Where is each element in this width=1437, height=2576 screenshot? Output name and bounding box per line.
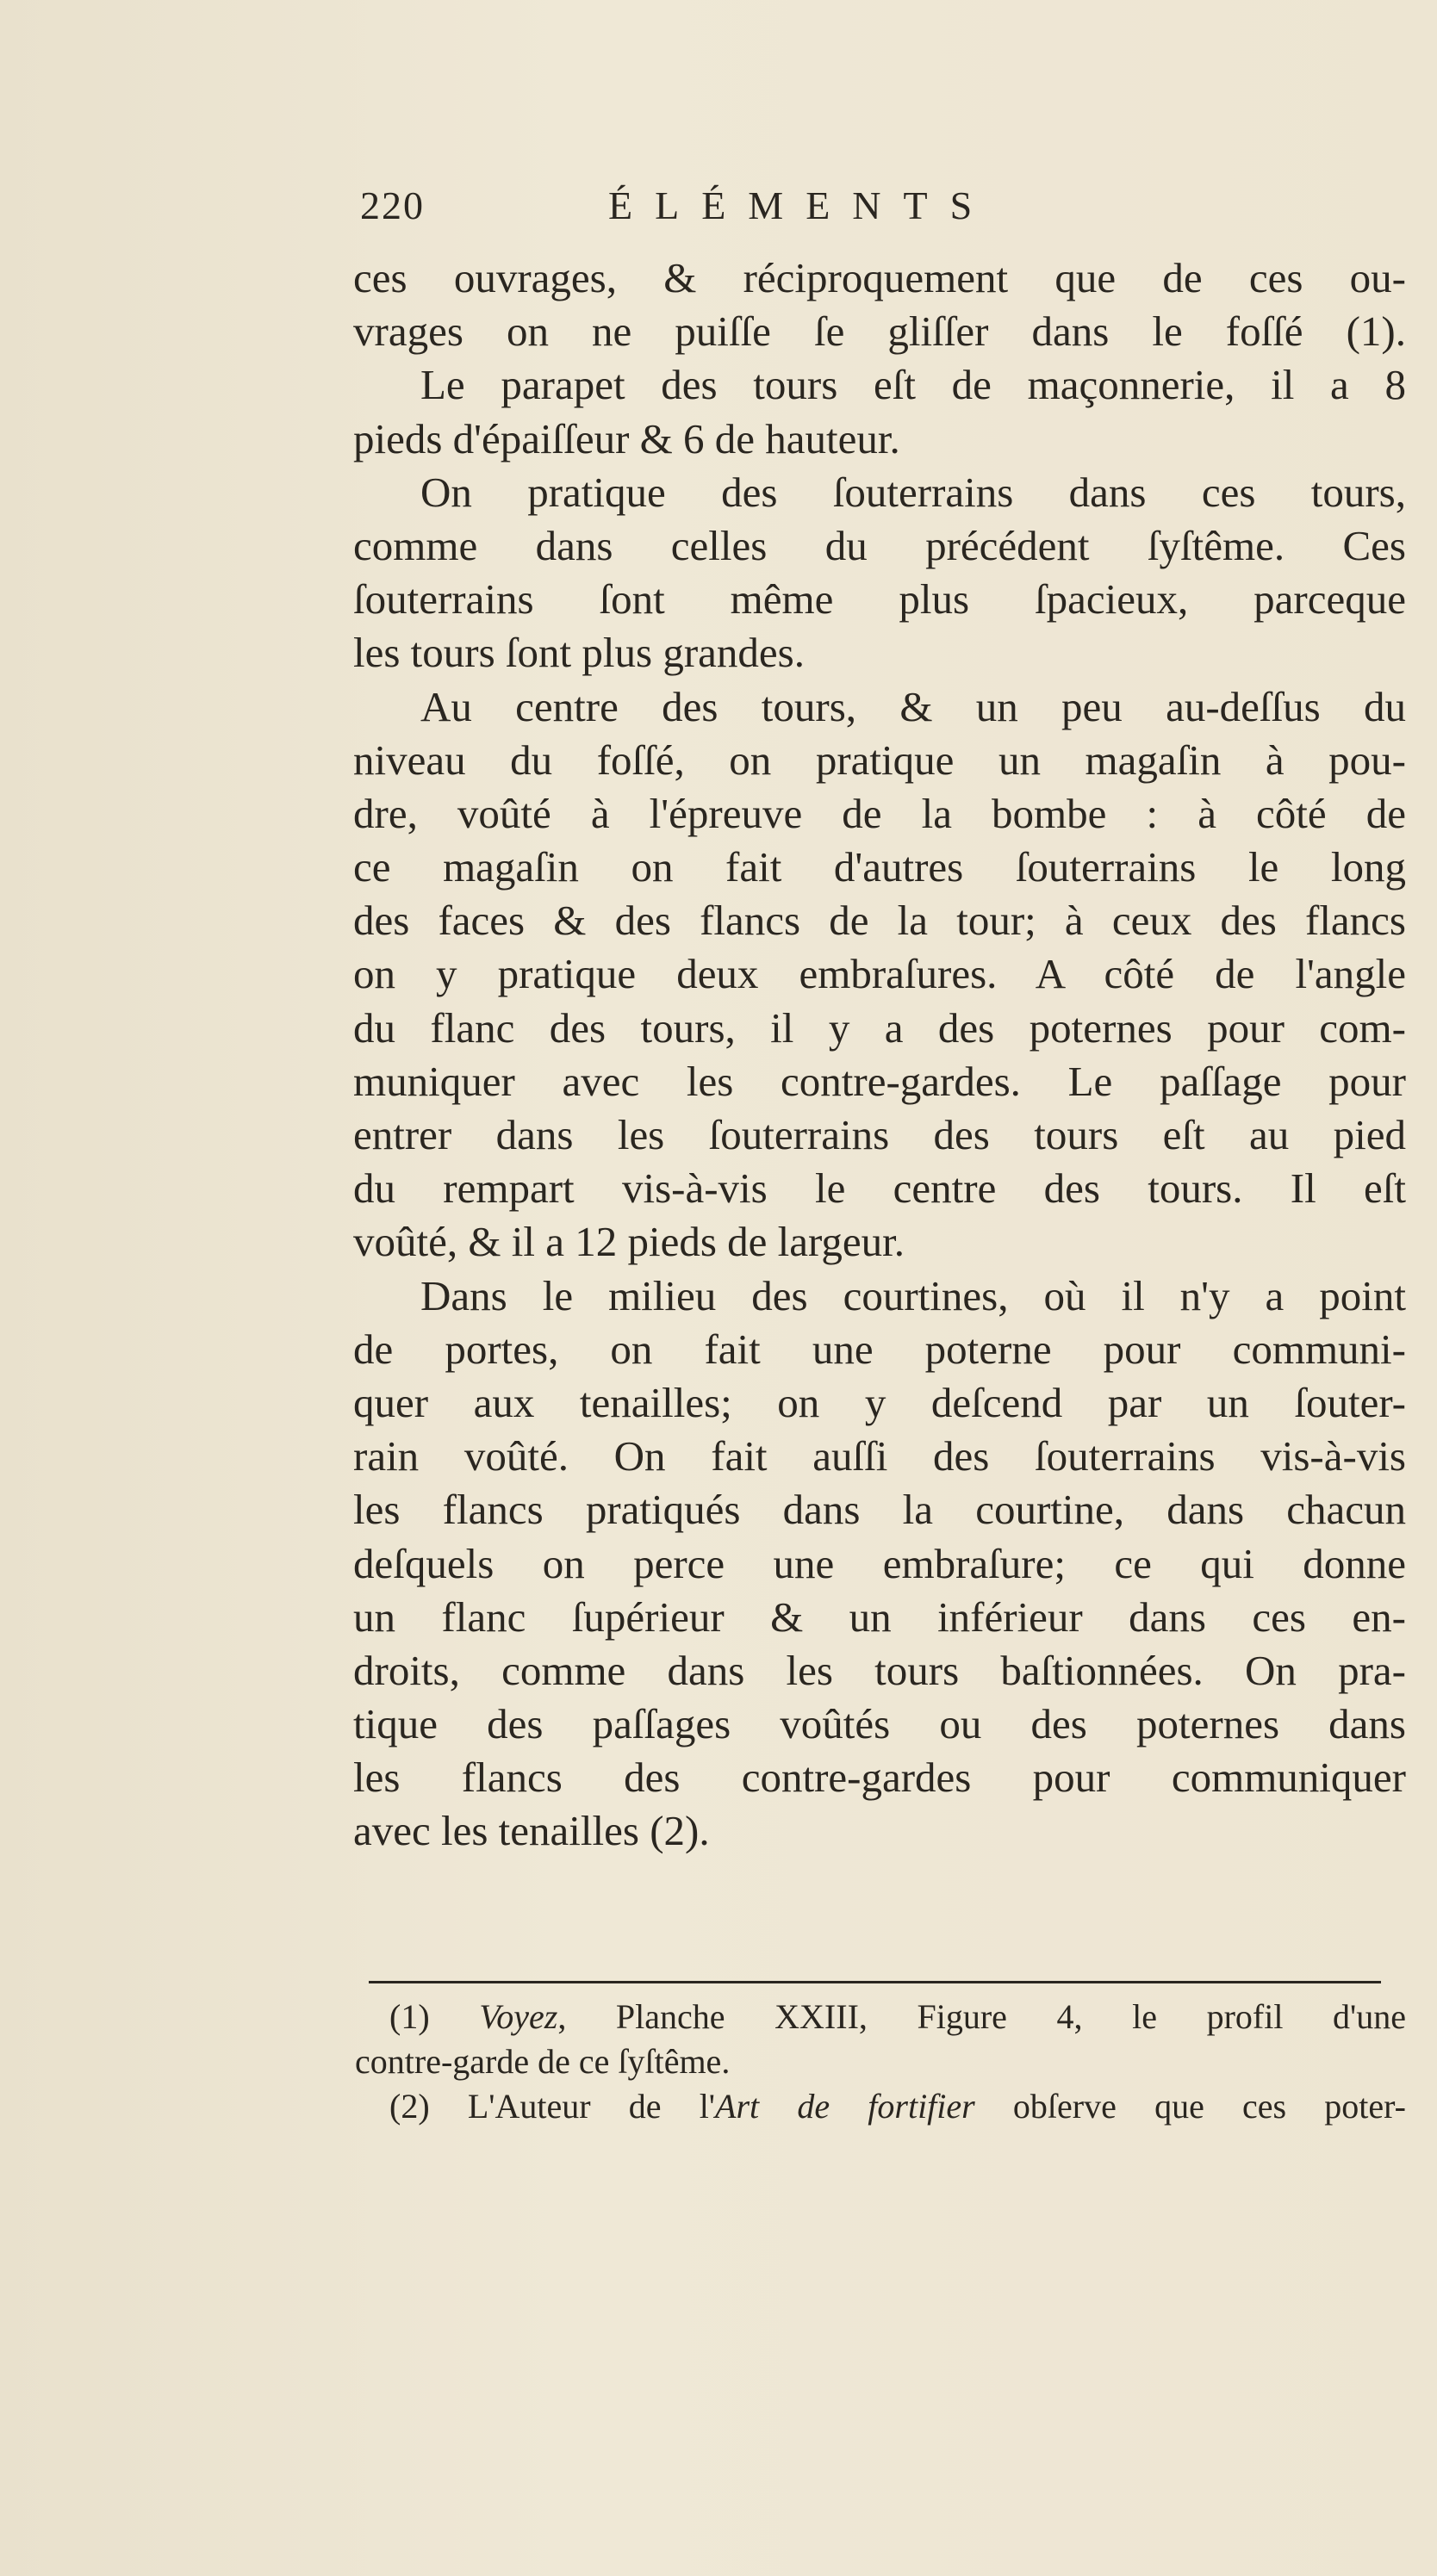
body-text [353, 251, 1406, 1859]
paragraph-start: On pratique des ſouterrains dans ces tours, [420, 468, 1406, 516]
text-line: muniquer avec les contre-gardes. Le paſſage pour [353, 1057, 1406, 1105]
text-line: les flancs pratiqués dans la courtine, dans chacun [353, 1486, 1406, 1534]
paragraph-start: Au centre des tours, & un peu au-deſſus du [420, 682, 1406, 730]
text-line: des faces & des flancs de la tour; à ceux des flancs [353, 897, 1406, 945]
text-line: du flanc des tours, il y a des poternes pour com- [353, 1003, 1406, 1052]
footnote-2 [355, 2084, 1406, 2129]
text-line: tique des paſſages voûtés ou des poternes dans [353, 1700, 1406, 1748]
text-line: niveau du foſſé, on pratique un magaſin à pou- [353, 736, 1406, 784]
text-line: droits, comme dans les tours baſtionnées. On pra- [353, 1646, 1406, 1694]
text-line: dre, voûté à l'épreuve de la bombe : à côté de [353, 789, 1406, 837]
page-header [360, 183, 1041, 243]
text-line: ſouterrains ſont même plus ſpacieux, parceque [353, 575, 1406, 624]
running-head: ÉLÉMENTS [608, 183, 995, 227]
footnotes [355, 1995, 1406, 2129]
footnote-1-continuation: contre-garde de ce ſyſtême. [355, 2042, 731, 2081]
paragraph-end: les tours ſont plus grandes. [353, 629, 805, 677]
footnote-rule [369, 1981, 1381, 1983]
text-line: ce magaſin on fait d'autres ſouterrains le long [353, 843, 1406, 891]
text-line: ces ouvrages, & réciproquement que de ces ou- [353, 254, 1406, 301]
text-line: vrages on ne puiſſe ſe gliſſer dans le foſſé (1). [353, 307, 1406, 356]
text-line: entrer dans les ſouterrains des tours eſt au pied [353, 1111, 1406, 1158]
paragraph-end: voûté, & il a 12 pieds de largeur. [353, 1218, 905, 1266]
paragraph-end: avec les tenailles (2). [353, 1807, 710, 1855]
text-line: un flanc ſupérieur & un inférieur dans ces en- [353, 1592, 1406, 1641]
text-line: deſquels on perce une embraſure; ce qui donne [353, 1539, 1406, 1587]
text-line: comme dans celles du précédent ſyſtême. Ces [353, 521, 1406, 569]
footnote-1-mark: (1) [389, 1997, 430, 2036]
page-number: 220 [360, 183, 425, 227]
text-line: les flancs des contre-gardes pour communiquer [353, 1754, 1406, 1802]
footnote-2-mark: (2) L'Auteur de l' [389, 2087, 716, 2126]
footnote-2-text: obſerve que ces poter- [974, 2087, 1406, 2126]
footnote-1-italic: Voyez [479, 1997, 558, 2036]
paragraph-start: Dans le milieu des courtines, où il n'y a point [420, 1271, 1406, 1319]
footnote-1 [355, 1995, 1406, 2039]
text-line: on y pratique deux embraſures. A côté de l'angle [353, 950, 1406, 998]
paragraph-end: pieds d'épaiſſeur & 6 de hauteur. [353, 414, 900, 462]
footnote-1-text: , Planche XXIII, Figure 4, le profil d'une [557, 1997, 1407, 2036]
text-line: de portes, on fait une poterne pour communi- [353, 1325, 1406, 1373]
text-line: quer aux tenailles; on y deſcend par un ſouter- [353, 1378, 1406, 1426]
paragraph-start: Le parapet des tours eſt de maçonnerie, il a 8 [420, 361, 1406, 409]
footnote-2-italic: Art de fortifier [715, 2087, 975, 2126]
text-line: du rempart vis-à-vis le centre des tours. Il eſt [353, 1164, 1406, 1213]
text-line: rain voûté. On fait auſſi des ſouterrains vis-à-vis [353, 1432, 1406, 1480]
